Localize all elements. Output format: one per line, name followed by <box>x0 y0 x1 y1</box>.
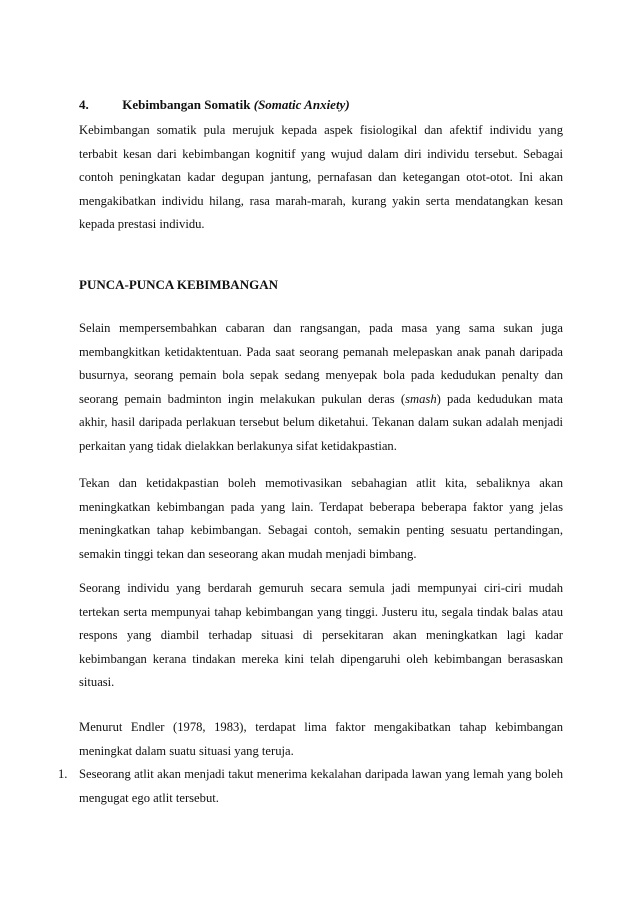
paragraph-text: ) pada kedudukan mata akhir, hasil daripada perlakuan tersebut belum diketahui. Tekanan dalam sukan adalah menjadi perkaitan yang tidak dielakkan berlakunya sifat ketidakpastian. <box>79 391 563 453</box>
section-body-paragraph: Kebimbangan somatik pula merujuk kepada aspek fisiologikal dan afektif individu yang terbabit kesan dari kebimbangan kognitif yang wujud dalam diri individu tersebut. Sebagai contoh peningkatan kadar degupan jantung, pernafasan dan ketegangan otot-otot. Ini akan mengakibatkan individu hilang, rasa marah-marah, kurang yakin serta mendatangkan kesan kepada prestasi individu. <box>79 123 563 232</box>
list-item: Seseorang atlit akan menjadi takut menerima kekalahan daripada lawan yang lemah yang boleh mengugat ego atlit tersebut. <box>79 767 563 805</box>
causes-paragraph-3: Seorang individu yang berdarah gemuruh secara semula jadi mempunyai ciri-ciri mudah tertekan serta mempunyai tahap kebimbangan yang tinggi. Justeru itu, segala tindak balas atau respons yang diambil terhadap situasi di persekitaran akan meningkatkan lagi kadar kebimbangan kerana tindakan mereka kini telah dipengaruhi oleh kebimbangan berasaskan situasi. <box>79 581 563 690</box>
causes-paragraph-4: Menurut Endler (1978, 1983), terdapat lima faktor mengakibatkan tahap kebimbangan meningkat dalam suatu situasi yang teruja. <box>79 720 563 758</box>
causes-heading: PUNCA-PUNCA KEBIMBANGAN <box>79 277 278 292</box>
paragraph-text: Selain mempersembahkan cabaran dan rangsangan, pada masa yang sama sukan juga membangkitkan ketidaktentuan. Pada saat seorang pemanah melepaskan anak panah daripada busurnya, seorang pemain bola sepak sedang menyepak bola pada kedudukan penalty dan seorang pemain badminton ingin melakukan pukulan deras ( <box>79 321 563 406</box>
section-heading <box>79 97 563 113</box>
section-title: Kebimbangan Somatik <box>122 97 251 112</box>
paragraph-italic-term: smash <box>405 391 437 406</box>
section-number: 4. <box>79 97 89 112</box>
list-item-number: 1. <box>58 767 68 781</box>
causes-paragraph-2: Tekan dan ketidakpastian boleh memotivasikan sebahagian atlit kita, sebaliknya akan meningkatkan kebimbangan pada yang lain. Terdapat beberapa beberapa faktor yang jelas meningkatkan tahap kebimbangan. Sebagai contoh, semakin penting sesuatu pertandingan, semakin tinggi tekan dan seseorang akan mudah menjadi bimbang. <box>79 476 563 561</box>
section-title-italic: (Somatic Anxiety) <box>253 97 350 112</box>
causes-paragraph-1 <box>79 317 563 459</box>
